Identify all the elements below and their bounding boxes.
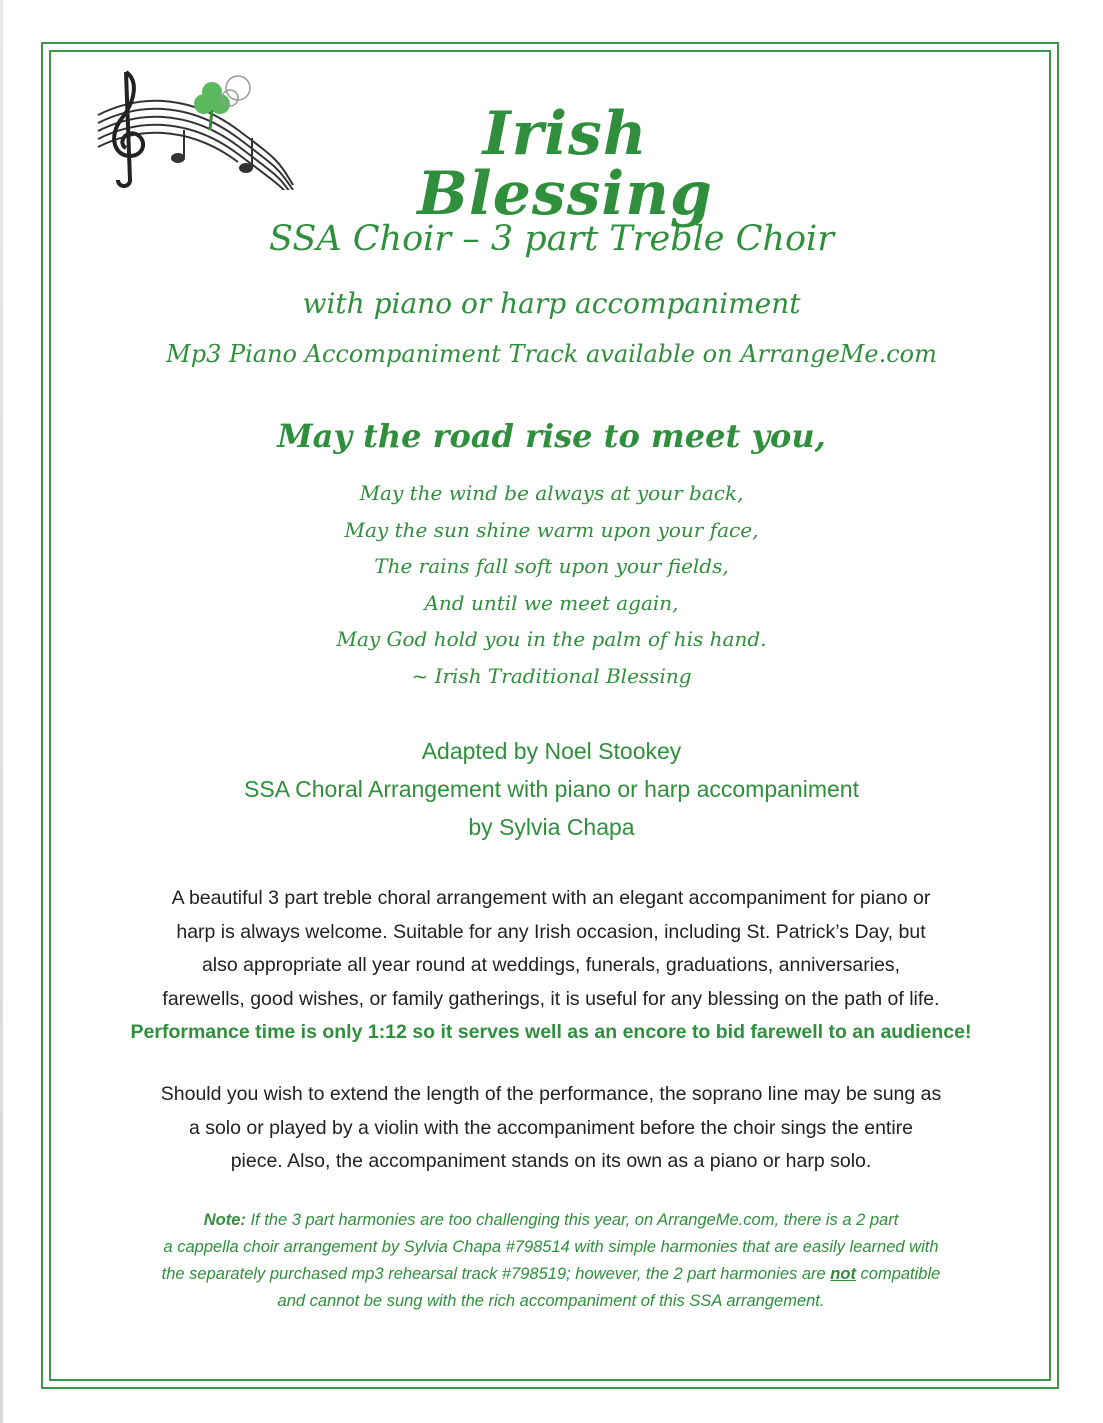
note-line: compatible <box>855 1265 941 1283</box>
description-line: harp is always welcome. Suitable for any Irish occasion, including St. Patrick’s Day, but <box>176 920 926 943</box>
poem-line: May the sun shine warm upon your face, <box>344 517 759 542</box>
credits <box>0 732 1103 846</box>
poem-line: May the wind be always at your back, <box>359 481 744 505</box>
note-emphasis: not <box>830 1265 856 1283</box>
page-title: Irish Blessing <box>417 99 713 229</box>
note-line: and cannot be sung with the rich accompaniment of this SSA arrangement. <box>277 1292 825 1310</box>
performance-time: Performance time is only 1:12 so it serves well as an encore to bid farewell to an audience! <box>130 1021 972 1043</box>
note-line: a cappella choir arrangement by Sylvia Chapa #798514 with simple harmonies that are easily learned with <box>163 1238 939 1256</box>
credit-adapted: Adapted by Noel Stookey <box>421 738 682 764</box>
poem-line: And until we meet again, <box>424 590 679 615</box>
extend-line: Should you wish to extend the length of the performance, the soprano line may be sung as <box>160 1083 942 1105</box>
scan-edge <box>0 0 3 1423</box>
shamrock-icon <box>194 82 230 130</box>
note-line: If the 3 part harmonies are too challenging this year, on ArrangeMe.com, there is a 2 part <box>245 1211 899 1229</box>
extend-paragraph <box>60 1078 1042 1179</box>
poem <box>0 475 1103 694</box>
page-subtitle: SSA Choir – 3 part Treble Choir <box>269 219 834 259</box>
description-line: also appropriate all year round at weddings, funerals, graduations, anniversaries, <box>201 954 901 976</box>
credit-arranger: by Sylvia Chapa <box>468 814 635 840</box>
poem-first-line: May the road rise to meet you, <box>277 417 826 455</box>
music-shamrock-logo <box>78 60 298 190</box>
accompaniment-line: with piano or harp accompaniment <box>302 287 801 320</box>
note-label: Note: <box>203 1211 246 1229</box>
poem-attribution: ~ Irish Traditional Blessing <box>411 663 692 688</box>
note <box>60 1207 1042 1315</box>
description-line: A beautiful 3 part treble choral arrangement with an elegant accompaniment for piano or <box>171 887 931 909</box>
track-note: Mp3 Piano Accompaniment Track available on ArrangeMe.com <box>166 340 937 368</box>
credit-arrangement: SSA Choral Arrangement with piano or harp accompaniment <box>244 776 859 802</box>
poem-line: May God hold you in the palm of his hand. <box>336 627 767 651</box>
poem-line: The rains fall soft upon your fields, <box>374 554 729 578</box>
extend-line: a solo or played by a violin with the accompaniment before the choir sings the entire <box>188 1116 914 1139</box>
extend-line: piece. Also, the accompaniment stands on its own as a piano or harp solo. <box>230 1150 872 1172</box>
description <box>60 882 1042 1050</box>
description-line: farewells, good wishes, or family gatherings, it is useful for any blessing on the path of life. <box>162 987 940 1010</box>
treble-clef-icon <box>114 72 143 186</box>
note-line: the separately purchased mp3 rehearsal track #798519; however, the 2 part harmonies are <box>161 1265 831 1283</box>
